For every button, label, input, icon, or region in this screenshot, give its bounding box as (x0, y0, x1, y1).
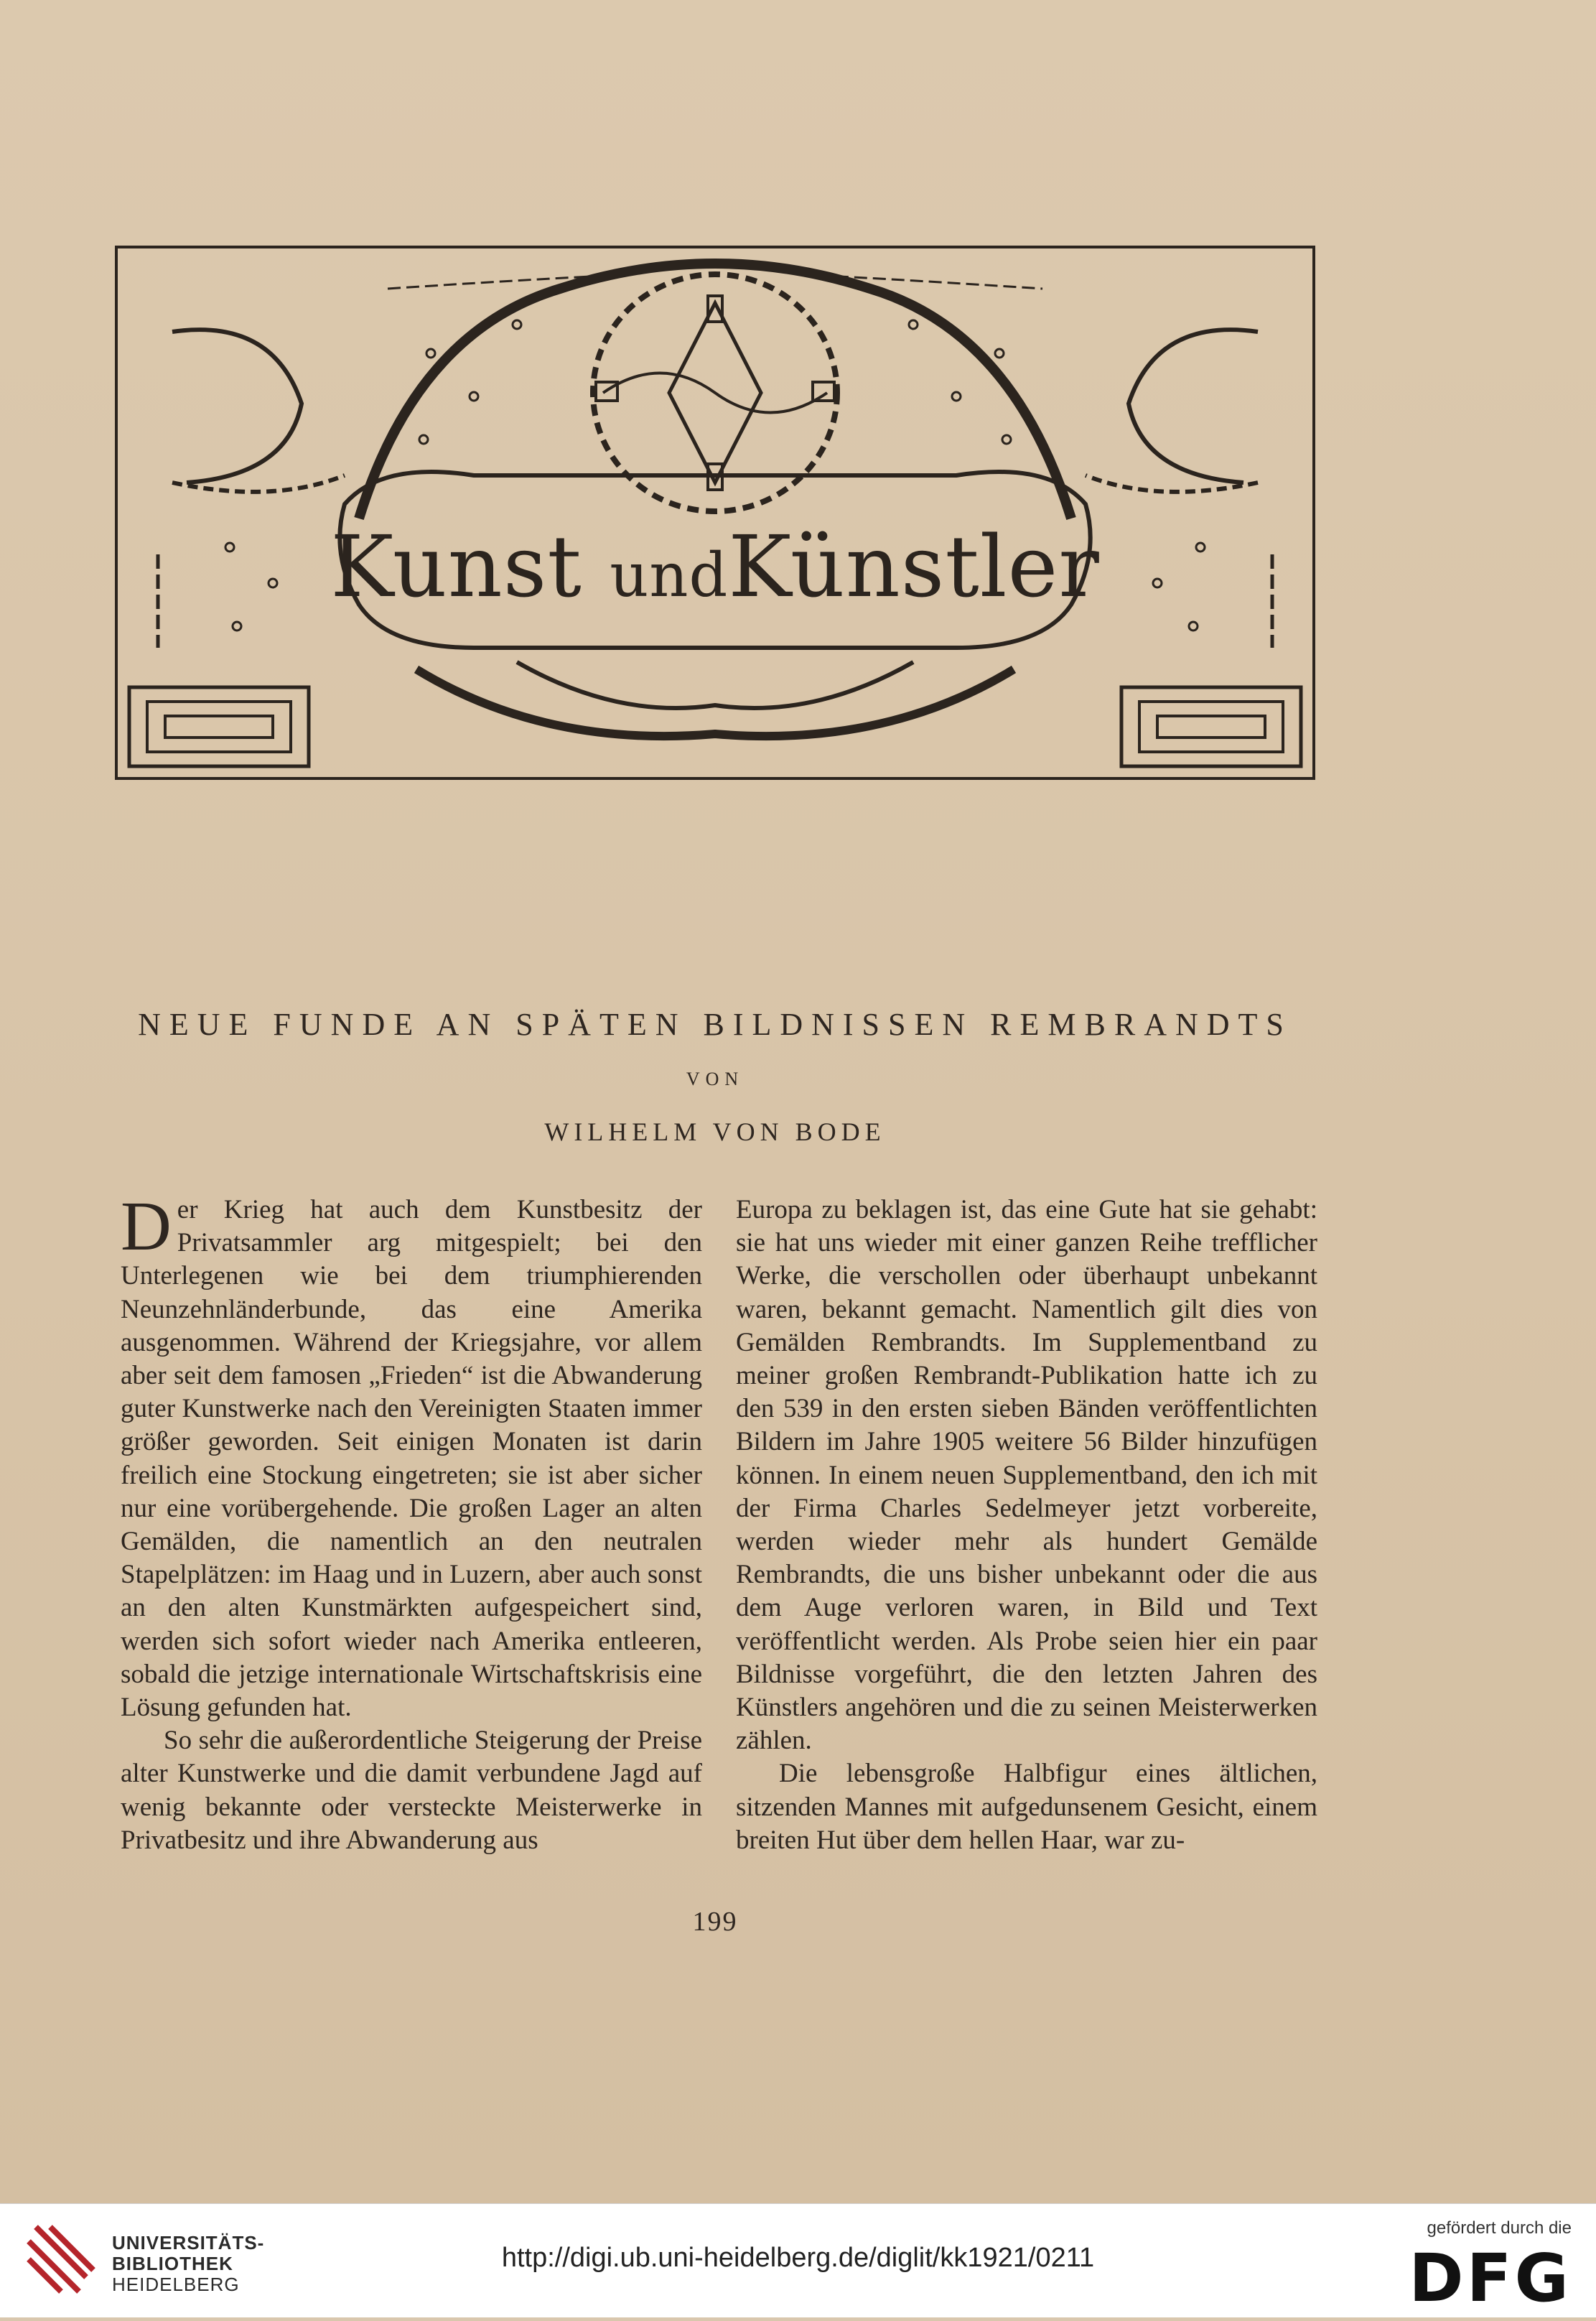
source-url-link[interactable]: http://digi.ub.uni-heidelberg.de/diglit/kk1921/0211 (501, 2243, 1095, 2273)
banner-title (115, 517, 1315, 616)
banner-title-word-1: Kunst (330, 517, 582, 616)
paragraph: Europa zu beklagen ist, das eine Gute hat sie gehabt: sie hat uns wieder mit einer ganzen Reihe trefflicher Werke, die verschollen oder überhaupt unbekannt waren, bekannt gemacht. Namentlich gilt dies von Gemälden Rembrandts. Im Supplementband zu meiner großen Rembrandt-Publikation hatte ich zu den 539 in den ersten sieben Bänden veröffentlichten Bildern im Jahre 1905 weitere 56 Bilder hinzufügen können. In einem neuen Supplementband, den ich mit der Firma Charles Sedelmeyer jetzt vorbereite, werden wieder mehr als hundert Gemälde Rembrandts, die uns bisher unbekannt oder die aus dem Auge verloren waren, in Bild und Text veröffentlicht werden. Als Probe seien hier ein paar Bildnisse vorgeführt, die den letzten Jahren des Künstlers angehören und die zu seinen Meisterwerken zählen. (736, 1195, 1317, 1756)
library-name-line-1: UNIVERSITÄTS- (112, 2232, 265, 2253)
funding-label: gefördert durch die (1427, 2218, 1572, 2238)
paragraph: So sehr die außerordentliche Steigerung der Preise alter Kunstwerke und die damit verbundene Jagd auf wenig bekannte oder versteckte Meisterwerke in Privatbesitz und ihre Abwanderung aus (121, 1726, 702, 1855)
banner-title-word-3: Künstler (728, 517, 1100, 616)
article-headline: NEUE FUNDE AN SPÄTEN BILDNISSEN REMBRANDTS (138, 1007, 1292, 1042)
paragraph: Die lebensgroße Halbfigur eines ältlichen, sitzenden Mannes mit aufgedunsenem Gesicht, einem breiten Hut über dem hellen Haar, war zu- (736, 1759, 1317, 1855)
digitization-footer (0, 2203, 1596, 2317)
paragraph-text: er Krieg hat auch dem Kunstbesitz der Privatsammler arg mitgespielt; bei den Unterlegenen wie bei dem triumphierenden Neunzehnländerbunde, das eine Amerika ausgenommen. Während der Kriegsjahre, vor allem aber seit dem famosen „Frieden“ ist die Abwanderung guter Kunstwerke nach den Vereinigten Staaten immer größer geworden. Seit einigen Monaten ist darin freilich eine Stockung eingetreten; sie ist aber sicher nur eine vorübergehende. Die großen Lager an alten Gemälden, die namentlich an den neutralen Stapelplätzen: im Haag und in Luzern, aber auch sonst an den alten Kunstmärkten aufgespeichert sind, werden sich sofort wieder nach Amerika entleeren, sobald die jetzige internationale Wirtschaftskrisis eine Lösung gefunden hat. (121, 1195, 702, 1723)
page-number: 199 (692, 1907, 738, 1937)
paragraph (121, 1188, 702, 1724)
text-column-left (121, 1188, 702, 2321)
funding-note (1335, 2218, 1572, 2317)
library-name-line-2: BIBLIOTHEK (112, 2253, 233, 2274)
banner-title-word-2: und (610, 540, 729, 610)
ornamental-title-banner (115, 246, 1315, 780)
text-column-right (736, 1194, 1317, 2321)
article-author: WILHELM VON BODE (544, 1117, 886, 1146)
banner-ornament (115, 246, 1315, 780)
drop-cap: D (121, 1188, 172, 1265)
library-name-line-3: HEIDELBERG (112, 2274, 240, 2295)
byline-von: VON (686, 1069, 745, 1089)
dfg-logo: DFG (1409, 2240, 1572, 2317)
